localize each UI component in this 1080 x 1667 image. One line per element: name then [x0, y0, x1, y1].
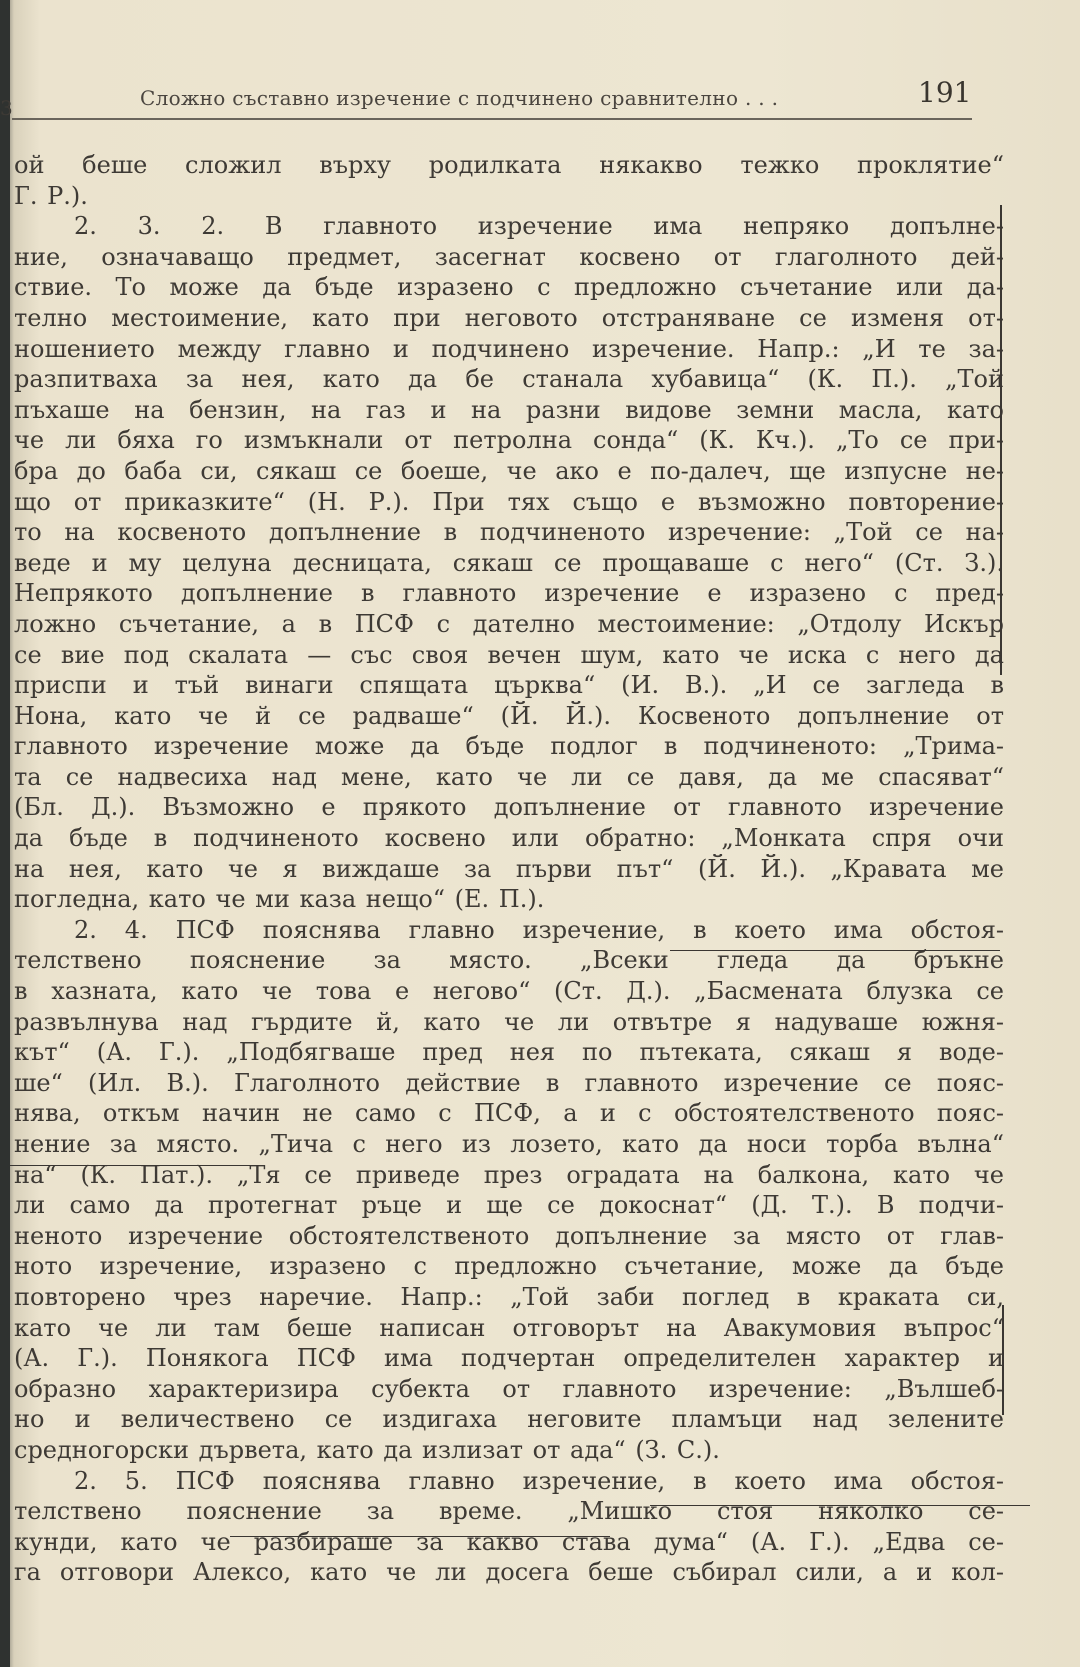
text-line: що от приказките“ (Н. Р.). При тях също е възможно повторение-	[14, 487, 1004, 516]
page-binding-edge	[0, 0, 10, 1667]
text-line: ли само да протегнат ръце и ще се докоснат“ (Д. Т.). В подчи-	[14, 1191, 1004, 1220]
text-line: телствено пояснение за време. „Мишко стоя няколко се-	[14, 1497, 1004, 1526]
text-line: ние, означаващо предмет, засегнат косвено от глаголното дей-	[14, 242, 1004, 271]
pencil-underline	[670, 950, 1000, 951]
text-line: Г. Р.).	[14, 181, 88, 210]
text-line: в хазната, като че това е негово“ (Ст. Д.). „Басмената блузка се	[14, 977, 1004, 1006]
text-line: ой беше сложил върху родилката някакво тежко проклятие“	[14, 151, 1004, 179]
text-line: (Бл. Д.). Възможно е прякото допълнение от главното изречение	[14, 793, 1004, 822]
text-line: бра до баба си, сякаш се боеше, че ако е по-далеч, ще изпусне не-	[14, 456, 1004, 485]
text-line: Нона, като че й се радваше“ (Й. Й.). Косвеното допълнение от	[14, 701, 1004, 730]
text-line: се вие под скалата — със своя вечен шум, като че иска с него да	[14, 640, 1004, 669]
page-number: 191	[918, 76, 972, 109]
margin-mark-bar	[1000, 205, 1002, 675]
text-line: ношението между главно и подчинено изречение. Напр.: „И те за-	[14, 334, 1004, 363]
text-line: развълнува над гърдите й, като че ли отвътре я надуваше южня-	[14, 1007, 1004, 1036]
pencil-underline	[230, 1536, 610, 1537]
text-line: че ли бяха го измъкнали от петролна сонда“ (К. Кч.). „То се при-	[14, 426, 1004, 455]
text-line: ложно съчетание, а в ПСФ с дателно местоимение: „Отдолу Искър	[14, 609, 1004, 638]
pencil-underline	[650, 1505, 1030, 1506]
text-line: кът“ (А. Г.). „Подбягваше пред нея по пътеката, сякаш я воде-	[14, 1038, 1004, 1067]
text-line: ствие. То може да бъде изразено с предложно съчетание или да-	[14, 273, 1004, 302]
margin-mark-bar	[1002, 1305, 1004, 1415]
text-line: погледна, като че ми каза нещо“ (Е. П.).	[14, 885, 545, 914]
text-line: ното изречение, изразено с предложно съчетание, може да бъде	[14, 1252, 1004, 1281]
text-line: главното изречение може да бъде подлог в подчиненото: „Трима-	[14, 732, 1004, 761]
text-line: нява, откъм начин не само с ПСФ, а и с обстоятелственото пояс-	[14, 1099, 1004, 1128]
text-line: приспи и тъй винаги спящата църква“ (И. В.). „И се загледа в	[14, 671, 1004, 700]
edge-number: 3	[0, 96, 13, 120]
text-line: повторено чрез наречие. Напр.: „Той заби поглед в краката си,	[14, 1282, 1004, 1311]
text-line: на нея, като че я виждаше за първи път“ (Й. Й.). „Кравата ме	[14, 854, 1004, 883]
running-head: Сложно съставно изречение с подчинено сравнително . . .	[140, 86, 779, 110]
text-line: телствено пояснение за място. „Всеки гледа да бръкне	[14, 946, 1004, 975]
text-line: га отговори Алексо, като че ли досега беше събирал сили, а и кол-	[14, 1558, 1004, 1587]
body-text	[14, 150, 1004, 1588]
text-line: телно местоимение, като при неговото отстраняване се изменя от-	[14, 303, 1004, 332]
text-line: неното изречение обстоятелственото допълнение за място от глав-	[14, 1221, 1004, 1250]
text-line: 2. 4. ПСФ пояснява главно изречение, в което има обстоя-	[74, 915, 1004, 944]
text-line: като че ли там беше написан отговорът на Авакумовия въпрос“	[14, 1313, 1004, 1342]
text-line: веде и му целуна десницата, сякаш се прощаваше с него“ (Ст. З.).	[14, 548, 1004, 577]
header-rule	[12, 118, 972, 120]
text-line: та се надвесиха над мене, като че ли се давя, да ме спасяват“	[14, 762, 1004, 791]
text-line: кунди, като че разбираше за какво става дума“ (А. Г.). „Едва се-	[14, 1527, 1004, 1556]
text-line: средногорски дървета, като да излизат от ада“ (З. С.).	[14, 1435, 720, 1464]
text-line: Непрякото допълнение в главното изречение е изразено с пред-	[14, 579, 1004, 608]
text-line: образно характеризира субекта от главното изречение: „Вълшеб-	[14, 1374, 1004, 1403]
text-line: но и величествено се издигаха неговите пламъци над зелените	[14, 1405, 1004, 1434]
text-line: да бъде в подчиненото косвено или обратно: „Монката спря очи	[14, 824, 1004, 853]
text-line: ше“ (Ил. В.). Глаголното действие в главното изречение се пояс-	[14, 1068, 1004, 1097]
pencil-underline	[10, 1165, 260, 1166]
text-line: на“ (К. Пат.). „Тя се приведе през оградата на балкона, като че	[14, 1160, 1004, 1189]
text-line: пъхаше на бензин, на газ и на разни видове земни масла, като	[14, 395, 1004, 424]
text-line: нение за място. „Тича с него из лозето, като да носи торба вълна“	[14, 1130, 1004, 1158]
text-line: (А. Г.). Понякога ПСФ има подчертан определителен характер и	[14, 1344, 1004, 1373]
text-line: то на косвеното допълнение в подчиненото изречение: „Той се на-	[14, 518, 1004, 547]
text-line: 2. 5. ПСФ пояснява главно изречение, в което има обстоя-	[74, 1466, 1004, 1495]
text-line: 2. 3. 2. В главното изречение има непряко допълне-	[74, 212, 1004, 241]
text-line: разпитваха за нея, като да бе станала хубавица“ (К. П.). „Той	[14, 365, 1004, 394]
